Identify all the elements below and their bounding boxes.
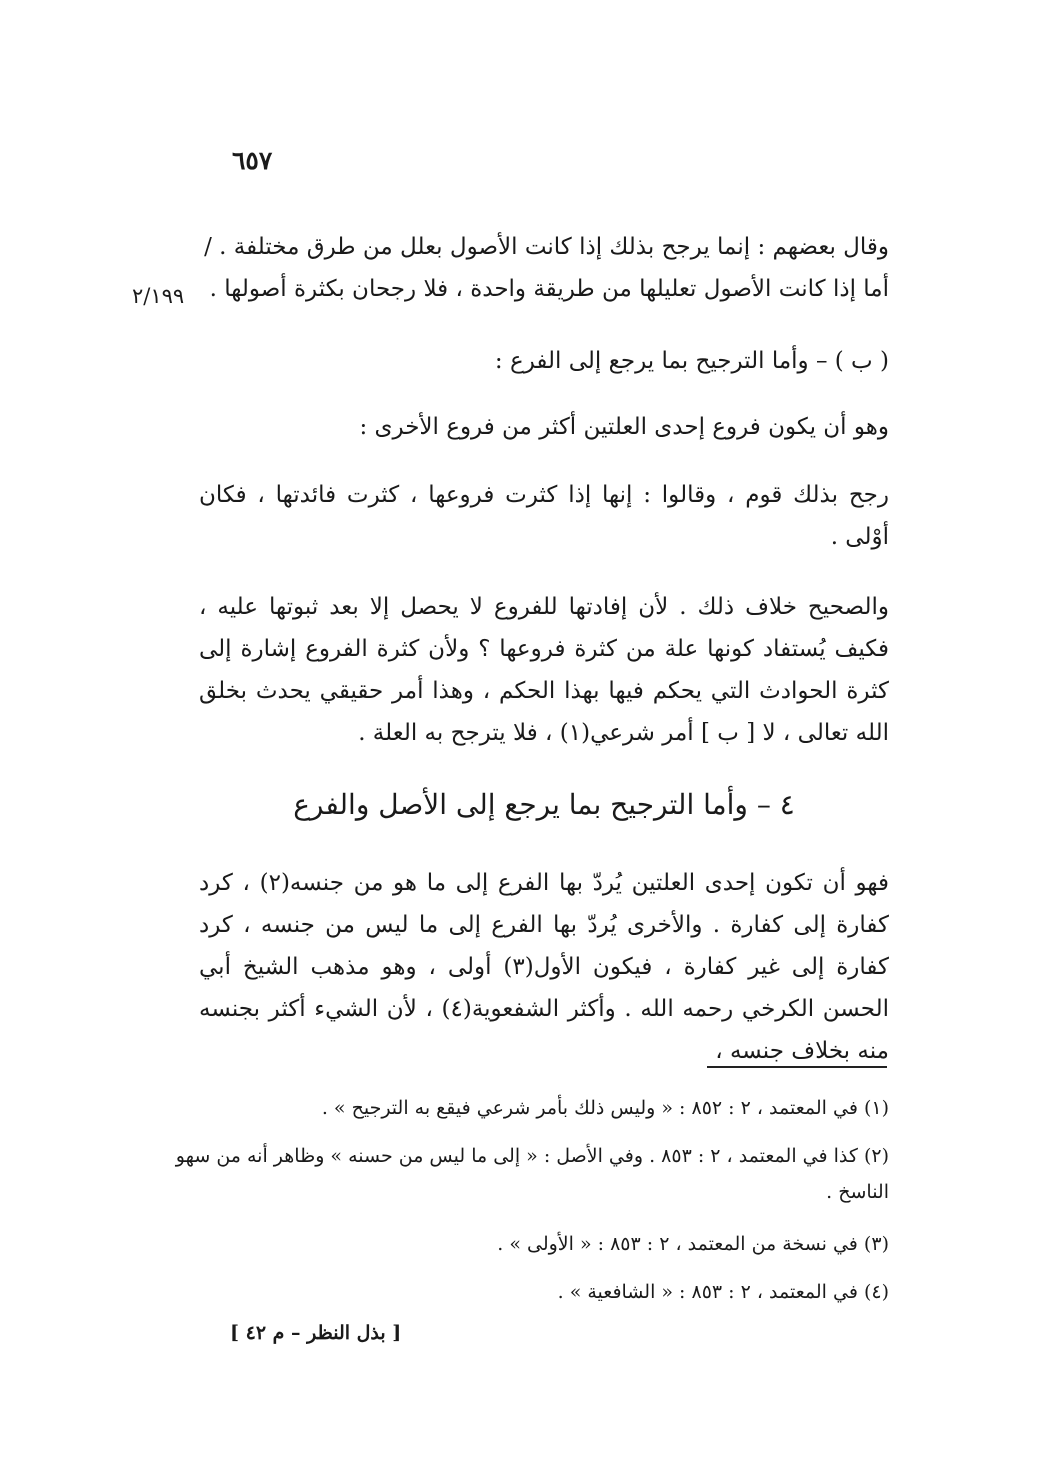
paragraph-1	[199, 226, 889, 310]
footnote-4: (٤) في المعتمد ، ٢ : ٨٥٣ : « الشافعية » .	[557, 1281, 889, 1303]
paragraph-5	[199, 586, 889, 754]
paragraph-6	[199, 862, 889, 1072]
paragraph-1-line-2: أما إذا كانت الأصول تعليلها من طريقة واحدة ، فلا رجحان بكثرة أصولها .	[209, 276, 889, 302]
footnote-3: (٣) في نسخة من المعتمد ، ٢ : ٨٥٣ : « الأولى » .	[497, 1233, 889, 1255]
paragraph-4	[199, 474, 889, 558]
footnote-2: (٢) كذا في المعتمد ، ٢ : ٨٥٣ . وفي الأصل : « إلى ما ليس من حسنه » وظاهر أنه من سهو الناسخ .	[175, 1145, 889, 1203]
margin-reference: ٢/١٩٩	[132, 284, 185, 308]
page-number: ٦٥٧	[232, 146, 273, 175]
footnote-1: (١) في المعتمد ، ٢ : ٨٥٢ : « وليس ذلك بأمر شرعي فيقع به الترجيح » .	[321, 1097, 889, 1119]
paragraph-4-text: رجح بذلك قوم ، وقالوا : إنها إذا كثرت فروعها ، كثرت فائدتها ، فكان أوْلى .	[199, 482, 889, 550]
subheading-b: ( ب ) – وأما الترجيح بما يرجع إلى الفرع :	[494, 348, 889, 374]
paragraph-6-text: فهو أن تكون إحدى العلتين يُردّ بها الفرع إلى ما هو من جنسه(٢) ، كرد كفارة إلى كفارة . والأخرى يُردّ بها الفرع إلى ما ليس من جنسه ، كرد كفارة إلى غير كفارة ، فيكون الأول(٣) أولى ، وهو مذهب الشيخ أبي الحسن الكرخي رحمه الله . وأكثر الشفعوية(٤) ، لأن الشيء أكثر بجنسه منه بخلاف جنسه ،	[199, 870, 890, 1064]
book-signature: [ بذل النظر – م ٤٢ ]	[230, 1322, 402, 1344]
section-heading: ٤ – وأما الترجيح بما يرجع إلى الأصل والفرع	[293, 788, 795, 821]
paragraph-3	[199, 406, 889, 448]
paragraph-2	[269, 340, 889, 382]
paragraph-3-text: وهو أن يكون فروع إحدى العلتين أكثر من فروع الأخرى :	[359, 414, 889, 440]
paragraph-1-line-1: وقال بعضهم : إنما يرجح بذلك إذا كانت الأصول بعلل من طرق مختلفة . /	[204, 234, 889, 260]
paragraph-5-text: والصحيح خلاف ذلك . لأن إفادتها للفروع لا يحصل إلا بعد ثبوتها عليه ، فكيف يُستفاد كونها علة من كثرة فروعها ؟ ولأن كثرة الفروع إشارة إلى كثرة الحوادث التي يحكم فيها بهذا الحكم ، وهذا أمر حقيقي يحدث بخلق الله تعالى ، لا [ ب ] أمر شرعي(١) ، فلا يترجح به العلة .	[199, 594, 889, 746]
footnote-divider	[707, 1066, 887, 1068]
